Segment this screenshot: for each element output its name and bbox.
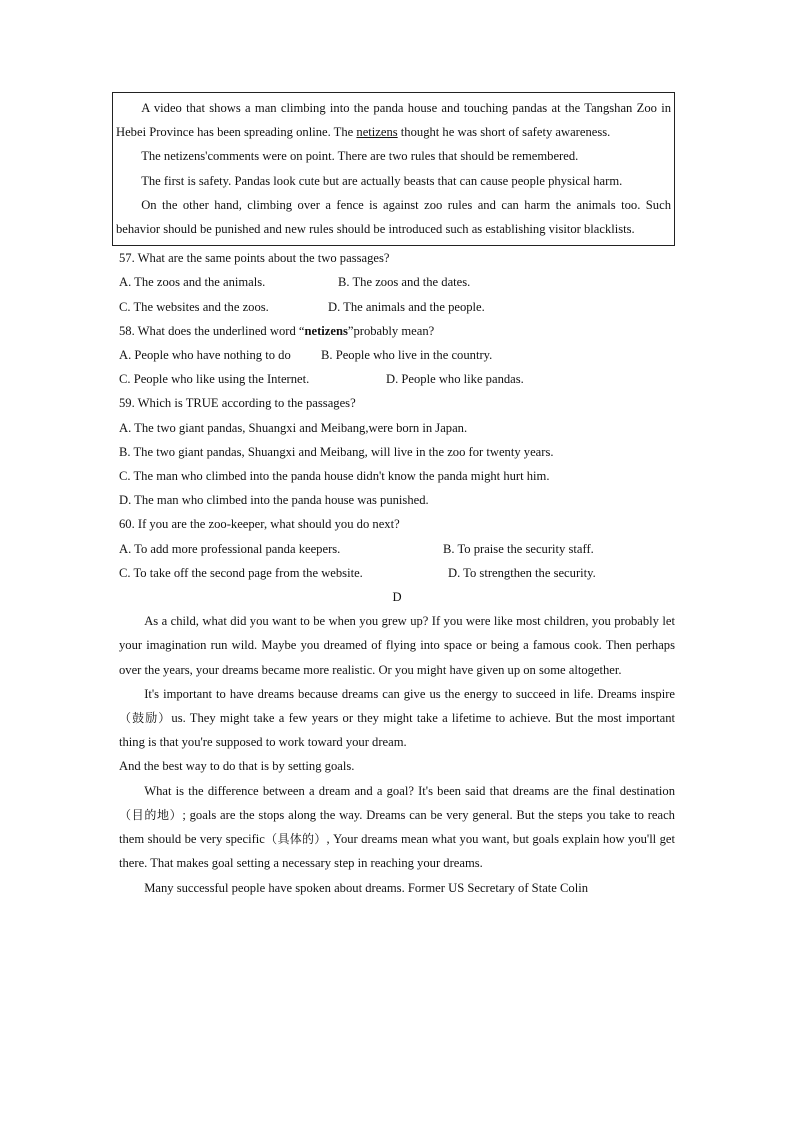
box-paragraph-3: The first is safety. Pandas look cute but are actually beasts that can cause people physical harm. [141, 173, 623, 188]
d-p2-text: It's important to have dreams because dreams can give us the energy to succeed in life. Dreams inspire [144, 686, 675, 701]
q57-option-b: B. The zoos and the dates. [338, 275, 471, 290]
underlined-word: netizens [356, 125, 398, 140]
q60-option-c: C. To take off the second page from the website. [119, 565, 363, 580]
section-d-paragraph-2 [119, 682, 675, 755]
q57-options-cd [119, 295, 675, 319]
d-p2-gloss: （鼓励） [119, 711, 172, 726]
page-content [116, 92, 675, 900]
box-paragraph-4: On the other hand, climbing over a fence is against zoo rules and can harm the animals too. Such behavior should be punished and new rules should be introduced such as establishing visitor blacklists. [116, 197, 671, 237]
q60-options-cd [119, 561, 675, 585]
q58-option-a: A. People who have nothing to do [119, 348, 291, 363]
q58-option-d: D. People who like pandas. [386, 372, 524, 387]
q60-option-b: B. To praise the security staff. [443, 541, 594, 556]
section-d-paragraph-1: As a child, what did you want to be when you grew up? If you were like most children, you probably let your imagination run wild. Maybe you dreamed of flying into space or being a famous cook. Then perhaps over the years, your dreams became more realistic. Or you might have given up on some altogether. [119, 614, 675, 677]
q58-stem-end: ”probably mean? [347, 323, 435, 338]
d-p3-text-c: , Your dreams mean what you want, but goals explain how you'll get there. That makes goal setting a necessary step in reaching your dreams. [119, 832, 675, 871]
q57-options-ab [119, 270, 675, 294]
q58-options-cd [119, 367, 675, 391]
q59-option-c: C. The man who climbed into the panda house didn't know the panda might hurt him. [119, 469, 550, 484]
q58-option-b: B. People who live in the country. [321, 348, 493, 363]
box-p1-text-end: thought he was short of safety awareness. [397, 125, 611, 140]
question-57: 57. What are the same points about the two passages? [119, 251, 390, 266]
question-59: 59. Which is TRUE according to the passages? [119, 396, 356, 411]
box-p1-text: A video that shows a man climbing into the panda house and touching pandas at the Tangshan Zoo in Hebei Province has been spreading online. The [116, 101, 671, 140]
q58-options-ab [119, 343, 675, 367]
q57-option-a: A. The zoos and the animals. [119, 275, 266, 290]
question-60: 60. If you are the zoo-keeper, what should you do next? [119, 517, 400, 532]
q58-option-c: C. People who like using the Internet. [119, 372, 310, 387]
q59-option-a: A. The two giant pandas, Shuangxi and Meibang,were born in Japan. [119, 420, 468, 435]
q60-option-a: A. To add more professional panda keepers. [119, 541, 341, 556]
q59-option-d: D. The man who climbed into the panda house was punished. [119, 493, 429, 508]
q60-options-ab [119, 537, 675, 561]
q57-option-c: C. The websites and the zoos. [119, 299, 269, 314]
section-d-paragraph-2b: And the best way to do that is by setting goals. [119, 759, 355, 774]
passage-box [112, 92, 675, 246]
q60-option-d: D. To strengthen the security. [448, 565, 596, 580]
q58-stem-start: 58. What does the underlined word “ [119, 323, 305, 338]
d-p3-gloss-2: （具体的） [264, 832, 327, 847]
section-heading-d: D [392, 590, 402, 605]
box-paragraph-2: The netizens'comments were on point. There are two rules that should be remembered. [141, 149, 579, 164]
d-p2-text-end: us. They might take a few years or they might take a lifetime to achieve. But the most important thing is that you're supposed to work toward your dream. [119, 711, 675, 750]
section-d-paragraph-4: Many successful people have spoken about dreams. Former US Secretary of State Colin [144, 880, 589, 895]
section-d-paragraph-3 [119, 779, 675, 876]
q57-option-d: D. The animals and the people. [328, 299, 485, 314]
d-p3-text-a: What is the difference between a dream and a goal? It's been said that dreams are the final destination [144, 783, 675, 798]
box-paragraph-1 [116, 96, 671, 144]
d-p3-text-b: ; goals are the stops along the way. Dreams can be very general. But the steps you take to reach them should be very specific [119, 807, 675, 847]
question-58 [119, 319, 675, 343]
q58-bold-word: netizens [304, 323, 348, 338]
d-p3-gloss-1: （目的地） [119, 807, 183, 822]
q59-option-b: B. The two giant pandas, Shuangxi and Meibang, will live in the zoo for twenty years. [119, 444, 554, 459]
